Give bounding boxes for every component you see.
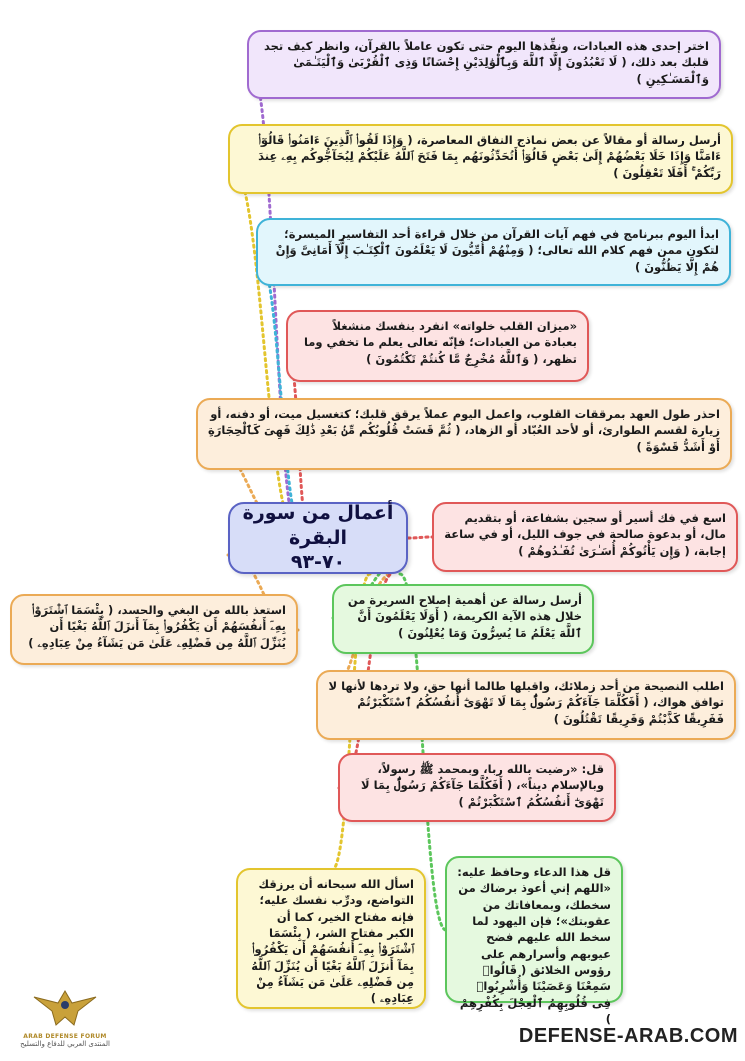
eagle-emblem-icon: [30, 985, 100, 1029]
branch-box-humility: اسأل الله سبحانه أن يرزقك التواضع، ودرِّب نفسك عليه؛ فإنه مفتاح الخير، كما أن الكبر مفتاح الشر، ( بِئْسَمَا ٱشْتَرَوْا۟ بِهِۦٓ أَنفُسَهُمْ أَن يَكْفُرُوا۟ بِمَآ أَنزَلَ ٱللَّهُ بَغْيًا أَن يُنَزِّلَ ٱللَّهُ مِن فَضْلِهِۦ عَلَىٰ مَن يَشَآءُ مِنْ عِبَادِهِۦ ): [236, 868, 426, 1009]
branch-box-prisoner: اسع في فك أسير أو سجين بشفاعة، أو بتقديم مال، أو بدعوة صالحة في جوف الليل، أو في ساعة إجابة، ( وَإِن يَأْتُوكُمْ أُسَـٰرَىٰ تُفَـٰدُوهُمْ ): [432, 502, 738, 572]
logo-caption-en: ARAB DEFENSE FORUM: [23, 1033, 107, 1040]
central-topic-box: [228, 502, 408, 574]
branch-box-advice: اطلب النصيحة من أحد زملائك، واقبلها طالما أنها حق، ولا تردها لأنها لا توافق هواك، ( أَفَكُلَّمَا جَآءَكُمْ رَسُولٌۢ بِمَا لَا تَهْوَىٰٓ أَنفُسُكُمُ ٱسْتَكْبَرْتُمْ فَفَرِيقًا كَذَّبْتُمْ وَفَرِيقًا تَقْتُلُونَ ): [316, 670, 736, 740]
branch-box-contentment: قل: «رضيت بالله ربا، وبمحمد ﷺ رسولاً، وبالإسلام ديناً»، ( أَفَكُلَّمَا جَآءَكُمْ رَسُولٌۢ بِمَا لَا تَهْوَىٰٓ أَنفُسُكُمُ ٱسْتَكْبَرْتُمْ ): [338, 753, 616, 822]
logo-caption-ar: المنتدى العربي للدفاع والتسليح: [20, 1040, 110, 1048]
branch-box-worship: اختر إحدى هذه العبادات، ونفِّذها اليوم حتى تكون عاملاً بالقرآن، وانظر كيف تجد قلبك بعد ذلك، ( لَا تَعْبُدُونَ إِلَّا ٱللَّهَ وَبِٱلْوَٰلِدَيْنِ إِحْسَانًا وَذِى ٱلْقُرْبَىٰ وَٱلْيَتَـٰمَىٰ وَٱلْمَسَـٰكِينِ ): [247, 30, 721, 99]
forum-logo: [6, 985, 124, 1057]
branch-box-tafsir: ابدأ اليوم ببرنامج في فهم آيات القرآن من خلال قراءة أحد التفاسير الميسرة؛ لتكون ممن فهم كلام الله تعالى؛ ( وَمِنْهُمْ أُمِّيُّونَ لَا يَعْلَمُونَ ٱلْكِتَـٰبَ إِلَّآ أَمَانِىَّ وَإِنْ هُمْ إِلَّا يَظُنُّونَ ): [256, 218, 731, 286]
site-watermark: DEFENSE-ARAB.COM: [518, 1025, 738, 1047]
central-verse-range: ٧٠-٩٣: [290, 551, 346, 574]
branch-box-inner-self: أرسل رسالة عن أهمية إصلاح السريرة من خلال هذه الآية الكريمة، ( أَوَلَا يَعْلَمُونَ أَنَّ ٱللَّهَ يَعْلَمُ مَا يُسِرُّونَ وَمَا يُعْلِنُونَ ): [332, 584, 594, 654]
branch-box-soft-heart: احذر طول العهد بمرققات القلوب، واعمل اليوم عملاً يرقق قلبك؛ كتغسيل ميت، أو دفنه، أو زيارة لقسم الطوارئ، أو لأحد العُبّاد أو الزهاد، ( ثُمَّ قَسَتْ قُلُوبُكُم مِّنۢ بَعْدِ ذَٰلِكَ فَهِىَ كَٱلْحِجَارَةِ أَوْ أَشَدُّ قَسْوَةً ): [196, 398, 732, 470]
branch-box-supplication: قل هذا الدعاء وحافظ عليه: «اللهم إني أعوذ برضاك من سخطك، وبمعافاتك من عقوبتك»؛ فإن اليهود لما سخط الله عليهم فضح عيوبهم وأسرارهم على رؤوس الخلائق ( قَالُوا۟ سَمِعْنَا وَعَصَيْنَا وَأُشْرِبُوا۟ فِى قُلُوبِهِمُ ٱلْعِجْلَ بِكُفْرِهِمْ ): [445, 856, 623, 1003]
branch-box-hypocrisy: أرسل رسالة أو مقالاً عن بعض نماذج النفاق المعاصرة، ( وَإِذَا لَقُوا۟ ٱلَّذِينَ ءَامَنُوا۟ قَالُوٓا۟ ءَامَنَّا وَإِذَا خَلَا بَعْضُهُمْ إِلَىٰ بَعْضٍ قَالُوٓا۟ أَتُحَدِّثُونَهُم بِمَا فَتَحَ ٱللَّهُ عَلَيْكُمْ لِيُحَآجُّوكُم بِهِۦ عِندَ رَبِّكُمْ ۚ أَفَلَا تَعْقِلُونَ ): [228, 124, 733, 194]
branch-box-envy: استعذ بالله من البغي والحسد، ( بِئْسَمَا ٱشْتَرَوْا۟ بِهِۦٓ أَنفُسَهُمْ أَن يَكْفُرُوا۟ بِمَآ أَنزَلَ ٱللَّهُ بَغْيًا أَن يُنَزِّلَ ٱللَّهُ مِن فَضْلِهِۦ عَلَىٰ مَن يَشَآءُ مِنْ عِبَادِهِۦ ): [10, 594, 298, 665]
central-title: أعمال من سورة البقرة: [242, 501, 394, 549]
connector-b6: [408, 537, 432, 538]
branch-box-solitude: «ميزان القلب خلواته» انفرد بنفسك منشغلاً بعبادة من العبادات؛ فإنّه تعالى يعلم ما تخفي وما تظهر، ( وَٱللَّهُ مُخْرِجٌ مَّا كُنتُمْ تَكْتُمُونَ ): [286, 310, 589, 382]
